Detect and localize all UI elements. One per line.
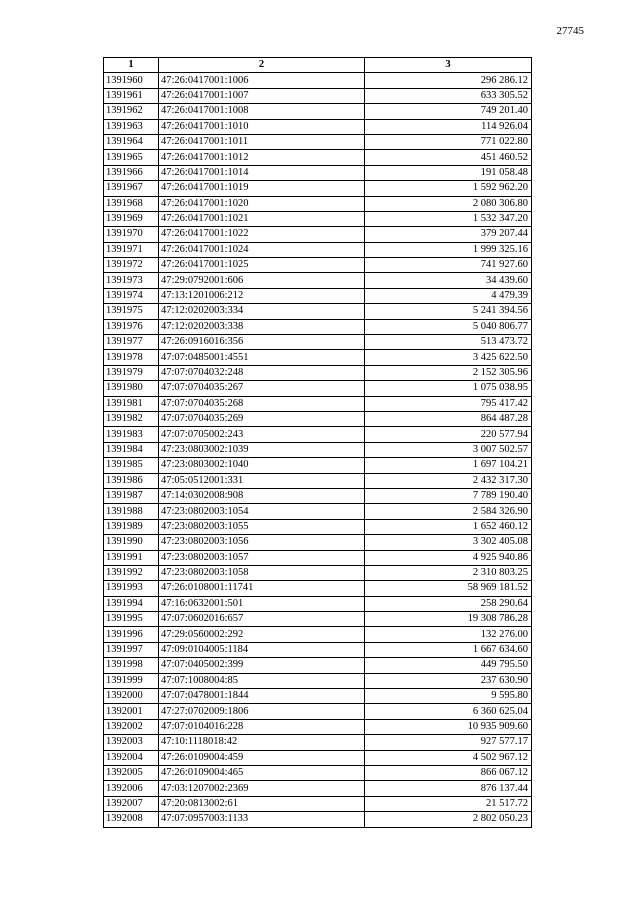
cadastral-number-cell: 47:23:0802003:1054 xyxy=(159,504,365,519)
row-number-cell: 1392007 xyxy=(104,796,159,811)
row-number-cell: 1391967 xyxy=(104,181,159,196)
value-cell: 114 926.04 xyxy=(365,119,532,134)
cadastral-number-cell: 47:23:0802003:1058 xyxy=(159,565,365,580)
value-cell: 2 584 326.90 xyxy=(365,504,532,519)
row-number-cell: 1391964 xyxy=(104,134,159,149)
table-row xyxy=(104,227,532,242)
row-number-cell: 1392005 xyxy=(104,765,159,780)
cadastral-number-cell: 47:23:0802003:1055 xyxy=(159,519,365,534)
table-row xyxy=(104,181,532,196)
cadastral-number-cell: 47:27:0702009:1806 xyxy=(159,704,365,719)
row-number-cell: 1391985 xyxy=(104,458,159,473)
value-cell: 296 286.12 xyxy=(365,73,532,88)
table-row xyxy=(104,242,532,257)
cadastral-number-cell: 47:07:0705002:243 xyxy=(159,427,365,442)
table-row xyxy=(104,119,532,134)
row-number-cell: 1391977 xyxy=(104,335,159,350)
value-cell: 1 652 460.12 xyxy=(365,519,532,534)
table-row xyxy=(104,565,532,580)
row-number-cell: 1392004 xyxy=(104,750,159,765)
table-row xyxy=(104,704,532,719)
row-number-cell: 1391980 xyxy=(104,381,159,396)
table-row xyxy=(104,458,532,473)
value-cell: 513 473.72 xyxy=(365,335,532,350)
table-row xyxy=(104,427,532,442)
table-row xyxy=(104,504,532,519)
row-number-cell: 1391966 xyxy=(104,165,159,180)
cadastral-number-cell: 47:07:0704032:248 xyxy=(159,365,365,380)
value-cell: 4 479.39 xyxy=(365,288,532,303)
cadastral-number-cell: 47:07:0704035:267 xyxy=(159,381,365,396)
cadastral-number-cell: 47:23:0802003:1057 xyxy=(159,550,365,565)
value-cell: 795 417.42 xyxy=(365,396,532,411)
row-number-cell: 1391999 xyxy=(104,673,159,688)
row-number-cell: 1391995 xyxy=(104,612,159,627)
table-row xyxy=(104,258,532,273)
cadastral-number-cell: 47:07:0485001:4551 xyxy=(159,350,365,365)
value-cell: 771 022.80 xyxy=(365,134,532,149)
table-row xyxy=(104,335,532,350)
row-number-cell: 1391987 xyxy=(104,488,159,503)
value-cell: 5 241 394.56 xyxy=(365,304,532,319)
value-cell: 132 276.00 xyxy=(365,627,532,642)
value-cell: 237 630.90 xyxy=(365,673,532,688)
value-cell: 58 969 181.52 xyxy=(365,581,532,596)
cadastral-number-cell: 47:03:1207002:2369 xyxy=(159,781,365,796)
row-number-cell: 1391960 xyxy=(104,73,159,88)
value-cell: 449 795.50 xyxy=(365,658,532,673)
table-row xyxy=(104,658,532,673)
table-row xyxy=(104,750,532,765)
table-row xyxy=(104,104,532,119)
value-cell: 2 310 803.25 xyxy=(365,565,532,580)
row-number-cell: 1391976 xyxy=(104,319,159,334)
value-cell: 21 517.72 xyxy=(365,796,532,811)
cadastral-number-cell: 47:07:0478001:1844 xyxy=(159,689,365,704)
table-row xyxy=(104,442,532,457)
row-number-cell: 1391996 xyxy=(104,627,159,642)
cadastral-number-cell: 47:09:0104005:1184 xyxy=(159,642,365,657)
cadastral-number-cell: 47:26:0417001:1024 xyxy=(159,242,365,257)
cadastral-number-cell: 47:10:1118018:42 xyxy=(159,735,365,750)
table-row xyxy=(104,319,532,334)
table-row xyxy=(104,488,532,503)
row-number-cell: 1392008 xyxy=(104,812,159,827)
cadastral-number-cell: 47:26:0417001:1007 xyxy=(159,88,365,103)
cadastral-number-cell: 47:26:0417001:1010 xyxy=(159,119,365,134)
page-number: 27745 xyxy=(556,25,584,37)
value-cell: 34 439.60 xyxy=(365,273,532,288)
value-cell: 10 935 909.60 xyxy=(365,719,532,734)
row-number-cell: 1391983 xyxy=(104,427,159,442)
table-row xyxy=(104,596,532,611)
row-number-cell: 1391978 xyxy=(104,350,159,365)
table-row xyxy=(104,781,532,796)
cadastral-number-cell: 47:07:0704035:269 xyxy=(159,411,365,426)
row-number-cell: 1391971 xyxy=(104,242,159,257)
table-row xyxy=(104,812,532,827)
value-cell: 3 302 405.08 xyxy=(365,535,532,550)
value-cell: 1 532 347.20 xyxy=(365,211,532,226)
table-body xyxy=(104,73,532,827)
row-number-cell: 1391963 xyxy=(104,119,159,134)
table-header xyxy=(104,58,532,73)
table-row xyxy=(104,165,532,180)
table-row xyxy=(104,689,532,704)
value-cell: 633 305.52 xyxy=(365,88,532,103)
table-row xyxy=(104,535,532,550)
row-number-cell: 1391981 xyxy=(104,396,159,411)
cadastral-number-cell: 47:07:0104016:228 xyxy=(159,719,365,734)
table-row xyxy=(104,134,532,149)
cadastral-number-cell: 47:29:0560002:292 xyxy=(159,627,365,642)
value-cell: 7 789 190.40 xyxy=(365,488,532,503)
table-row xyxy=(104,150,532,165)
value-cell: 864 487.28 xyxy=(365,411,532,426)
table-row xyxy=(104,365,532,380)
row-number-cell: 1391972 xyxy=(104,258,159,273)
table-row xyxy=(104,88,532,103)
table-row xyxy=(104,396,532,411)
cadastral-number-cell: 47:07:0704035:268 xyxy=(159,396,365,411)
row-number-cell: 1391997 xyxy=(104,642,159,657)
table-row xyxy=(104,411,532,426)
cadastral-number-cell: 47:26:0417001:1022 xyxy=(159,227,365,242)
cadastral-number-cell: 47:23:0803002:1039 xyxy=(159,442,365,457)
value-cell: 876 137.44 xyxy=(365,781,532,796)
row-number-cell: 1391982 xyxy=(104,411,159,426)
table-row xyxy=(104,473,532,488)
value-cell: 3 007 502.57 xyxy=(365,442,532,457)
cadastral-number-cell: 47:20:0813002:61 xyxy=(159,796,365,811)
value-cell: 4 502 967.12 xyxy=(365,750,532,765)
cadastral-number-cell: 47:26:0417001:1020 xyxy=(159,196,365,211)
row-number-cell: 1391994 xyxy=(104,596,159,611)
value-cell: 1 592 962.20 xyxy=(365,181,532,196)
value-cell: 19 308 786.28 xyxy=(365,612,532,627)
value-cell: 1 075 038.95 xyxy=(365,381,532,396)
row-number-cell: 1391993 xyxy=(104,581,159,596)
cadastral-number-cell: 47:07:0405002:399 xyxy=(159,658,365,673)
value-cell: 927 577.17 xyxy=(365,735,532,750)
table-row xyxy=(104,196,532,211)
value-cell: 6 360 625.04 xyxy=(365,704,532,719)
row-number-cell: 1391970 xyxy=(104,227,159,242)
cadastral-number-cell: 47:07:1008004:85 xyxy=(159,673,365,688)
cadastral-number-cell: 47:26:0417001:1008 xyxy=(159,104,365,119)
column-header-2: 2 xyxy=(159,58,365,73)
cadastral-number-cell: 47:29:0792001:606 xyxy=(159,273,365,288)
column-header-1: 1 xyxy=(104,58,159,73)
value-cell: 2 802 050.23 xyxy=(365,812,532,827)
row-number-cell: 1391961 xyxy=(104,88,159,103)
cadastral-number-cell: 47:26:0108001:11741 xyxy=(159,581,365,596)
table-row xyxy=(104,642,532,657)
value-cell: 379 207.44 xyxy=(365,227,532,242)
value-cell: 3 425 622.50 xyxy=(365,350,532,365)
value-cell: 741 927.60 xyxy=(365,258,532,273)
row-number-cell: 1391979 xyxy=(104,365,159,380)
table-row xyxy=(104,550,532,565)
cadastral-number-cell: 47:07:0602016:657 xyxy=(159,612,365,627)
table-row xyxy=(104,273,532,288)
value-cell: 866 067.12 xyxy=(365,765,532,780)
cadastral-number-cell: 47:12:0202003:338 xyxy=(159,319,365,334)
row-number-cell: 1391962 xyxy=(104,104,159,119)
value-cell: 1 697 104.21 xyxy=(365,458,532,473)
value-cell: 2 080 306.80 xyxy=(365,196,532,211)
cadastral-number-cell: 47:05:0512001:331 xyxy=(159,473,365,488)
header-row xyxy=(104,58,532,73)
table-row xyxy=(104,381,532,396)
row-number-cell: 1391965 xyxy=(104,150,159,165)
row-number-cell: 1391984 xyxy=(104,442,159,457)
cadastral-number-cell: 47:26:0417001:1012 xyxy=(159,150,365,165)
cadastral-number-cell: 47:26:0109004:459 xyxy=(159,750,365,765)
row-number-cell: 1391975 xyxy=(104,304,159,319)
value-cell: 191 058.48 xyxy=(365,165,532,180)
cadastral-number-cell: 47:16:0632001:501 xyxy=(159,596,365,611)
cadastral-number-cell: 47:26:0417001:1025 xyxy=(159,258,365,273)
row-number-cell: 1391998 xyxy=(104,658,159,673)
row-number-cell: 1391974 xyxy=(104,288,159,303)
value-cell: 258 290.64 xyxy=(365,596,532,611)
table-row xyxy=(104,673,532,688)
cadastral-number-cell: 47:26:0417001:1011 xyxy=(159,134,365,149)
cadastral-number-cell: 47:26:0417001:1014 xyxy=(159,165,365,180)
cadastral-number-cell: 47:26:0417001:1021 xyxy=(159,211,365,226)
value-cell: 749 201.40 xyxy=(365,104,532,119)
table-row xyxy=(104,304,532,319)
table-row xyxy=(104,73,532,88)
cadastral-number-cell: 47:26:0916016:356 xyxy=(159,335,365,350)
data-table xyxy=(103,57,532,828)
row-number-cell: 1392001 xyxy=(104,704,159,719)
table-row xyxy=(104,581,532,596)
cadastral-number-cell: 47:26:0109004:465 xyxy=(159,765,365,780)
row-number-cell: 1391989 xyxy=(104,519,159,534)
value-cell: 2 432 317.30 xyxy=(365,473,532,488)
table-row xyxy=(104,288,532,303)
table-row xyxy=(104,765,532,780)
value-cell: 451 460.52 xyxy=(365,150,532,165)
table-row xyxy=(104,627,532,642)
row-number-cell: 1391986 xyxy=(104,473,159,488)
row-number-cell: 1391991 xyxy=(104,550,159,565)
table-row xyxy=(104,519,532,534)
table-row xyxy=(104,719,532,734)
row-number-cell: 1391990 xyxy=(104,535,159,550)
value-cell: 1 667 634.60 xyxy=(365,642,532,657)
row-number-cell: 1391988 xyxy=(104,504,159,519)
row-number-cell: 1391973 xyxy=(104,273,159,288)
row-number-cell: 1391992 xyxy=(104,565,159,580)
row-number-cell: 1392002 xyxy=(104,719,159,734)
row-number-cell: 1392000 xyxy=(104,689,159,704)
value-cell: 4 925 940.86 xyxy=(365,550,532,565)
cadastral-number-cell: 47:23:0802003:1056 xyxy=(159,535,365,550)
cadastral-number-cell: 47:26:0417001:1019 xyxy=(159,181,365,196)
table-row xyxy=(104,211,532,226)
table-row xyxy=(104,796,532,811)
row-number-cell: 1391968 xyxy=(104,196,159,211)
value-cell: 9 595.80 xyxy=(365,689,532,704)
value-cell: 2 152 305.96 xyxy=(365,365,532,380)
value-cell: 5 040 806.77 xyxy=(365,319,532,334)
row-number-cell: 1392003 xyxy=(104,735,159,750)
column-header-3: 3 xyxy=(365,58,532,73)
table-row xyxy=(104,735,532,750)
table-row xyxy=(104,350,532,365)
table-row xyxy=(104,612,532,627)
value-cell: 220 577.94 xyxy=(365,427,532,442)
cadastral-number-cell: 47:23:0803002:1040 xyxy=(159,458,365,473)
cadastral-number-cell: 47:13:1201006:212 xyxy=(159,288,365,303)
cadastral-number-cell: 47:14:0302008:908 xyxy=(159,488,365,503)
row-number-cell: 1391969 xyxy=(104,211,159,226)
row-number-cell: 1392006 xyxy=(104,781,159,796)
cadastral-number-cell: 47:07:0957003:1133 xyxy=(159,812,365,827)
cadastral-number-cell: 47:26:0417001:1006 xyxy=(159,73,365,88)
value-cell: 1 999 325.16 xyxy=(365,242,532,257)
cadastral-number-cell: 47:12:0202003:334 xyxy=(159,304,365,319)
